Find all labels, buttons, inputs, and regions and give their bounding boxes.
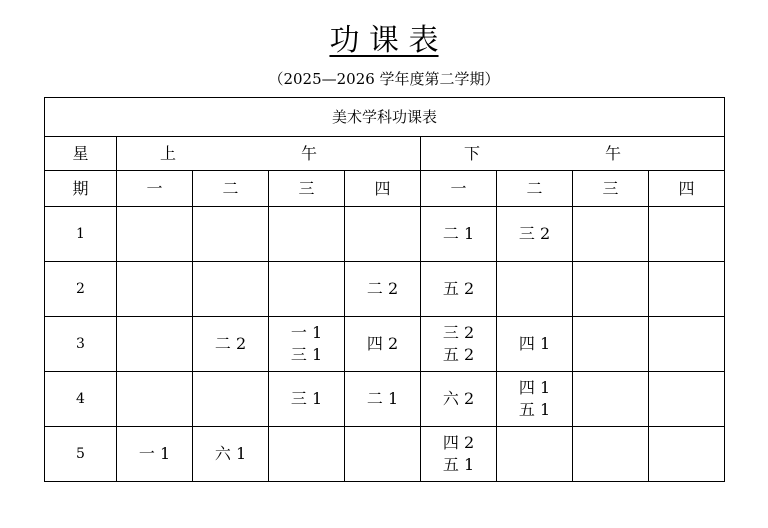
table-row	[45, 427, 725, 482]
schedule-cell	[269, 372, 345, 427]
schedule-cell	[421, 372, 497, 427]
class-entry: 四 1	[518, 378, 551, 397]
afternoon-header: 下 午	[421, 137, 725, 171]
schedule-cell	[421, 262, 497, 317]
schedule-cell	[573, 207, 649, 262]
morning-header: 上 午	[117, 137, 421, 171]
schedule-cell	[421, 207, 497, 262]
class-entry: 五 2	[442, 345, 475, 364]
schedule-cell	[193, 372, 269, 427]
schedule-cell	[573, 427, 649, 482]
schedule-cell	[345, 207, 421, 262]
schedule-cell	[269, 427, 345, 482]
period-header: 二	[193, 171, 269, 207]
schedule-cell	[497, 262, 573, 317]
schedule-cell	[269, 262, 345, 317]
schedule-cell	[649, 207, 725, 262]
schedule-cell	[497, 427, 573, 482]
day-header-top: 星	[45, 137, 117, 171]
day-number: 4	[45, 372, 117, 427]
class-entry: 五 1	[518, 400, 551, 419]
schedule-cell	[193, 427, 269, 482]
schedule-cell	[345, 372, 421, 427]
class-entry: 四 1	[518, 334, 551, 353]
period-header: 三	[269, 171, 345, 207]
day-number: 3	[45, 317, 117, 372]
class-entry: 五 1	[442, 455, 475, 474]
schedule-cell	[193, 262, 269, 317]
class-entry: 二 2	[214, 334, 247, 353]
schedule-cell	[193, 207, 269, 262]
schedule-cell	[269, 317, 345, 372]
day-number: 1	[45, 207, 117, 262]
schedule-cell	[117, 372, 193, 427]
schedule-cell	[345, 317, 421, 372]
class-entry: 二 2	[366, 279, 399, 298]
schedule-cell	[269, 207, 345, 262]
class-entry: 一 1	[138, 444, 171, 463]
schedule-cell	[649, 317, 725, 372]
schedule-cell	[117, 427, 193, 482]
period-header: 三	[573, 171, 649, 207]
schedule-cell	[649, 262, 725, 317]
schedule-cell	[497, 317, 573, 372]
period-header: 一	[421, 171, 497, 207]
table-row	[45, 317, 725, 372]
class-entry: 二 1	[366, 389, 399, 408]
period-header: 一	[117, 171, 193, 207]
class-entry: 三 2	[518, 224, 551, 243]
schedule-cell	[117, 317, 193, 372]
schedule-cell	[573, 262, 649, 317]
table-row	[45, 207, 725, 262]
schedule-cell	[649, 427, 725, 482]
class-entry: 六 2	[442, 389, 475, 408]
schedule-cell	[193, 317, 269, 372]
schedule-cell	[497, 207, 573, 262]
schedule-table	[44, 97, 725, 482]
day-number: 2	[45, 262, 117, 317]
page-subtitle: （2025—2026 学年度第二学期）	[268, 70, 500, 88]
day-number: 5	[45, 427, 117, 482]
class-entry: 三 2	[442, 323, 475, 342]
table-row	[45, 262, 725, 317]
schedule-cell	[497, 372, 573, 427]
schedule-body	[45, 207, 725, 482]
schedule-cell	[117, 207, 193, 262]
class-entry: 六 1	[214, 444, 247, 463]
period-header: 二	[497, 171, 573, 207]
period-header: 四	[649, 171, 725, 207]
schedule-cell	[649, 372, 725, 427]
class-entry: 四 2	[366, 334, 399, 353]
day-header-bottom: 期	[45, 171, 117, 207]
schedule-cell	[573, 372, 649, 427]
schedule-cell	[421, 427, 497, 482]
schedule-cell	[573, 317, 649, 372]
class-entry: 五 2	[442, 279, 475, 298]
schedule-cell	[345, 427, 421, 482]
schedule-cell	[345, 262, 421, 317]
period-header: 四	[345, 171, 421, 207]
class-entry: 一 1	[290, 323, 323, 342]
page-title: 功 课 表	[329, 23, 439, 58]
class-entry: 二 1	[442, 224, 475, 243]
table-row	[45, 372, 725, 427]
class-entry: 三 1	[290, 345, 323, 364]
schedule-cell	[421, 317, 497, 372]
table-caption: 美术学科功课表	[45, 98, 725, 137]
class-entry: 三 1	[290, 389, 323, 408]
schedule-cell	[117, 262, 193, 317]
class-entry: 四 2	[442, 433, 475, 452]
